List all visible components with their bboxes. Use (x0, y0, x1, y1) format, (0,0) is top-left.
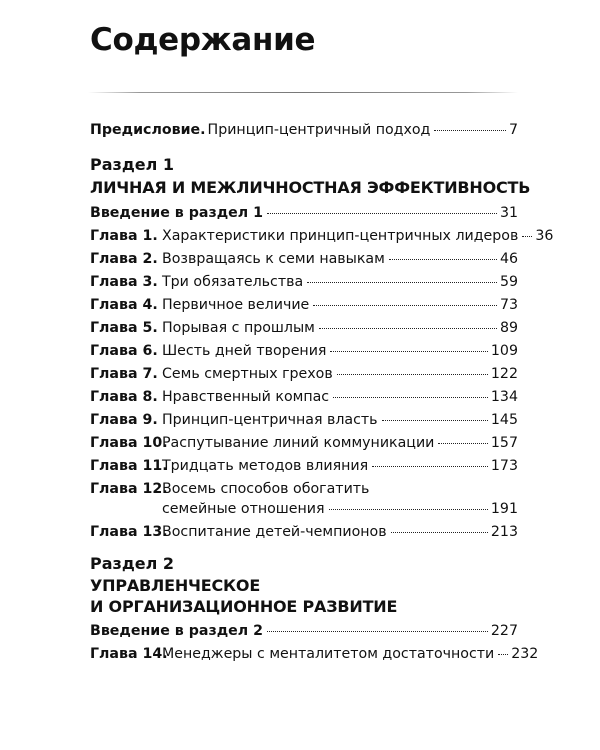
toc-page-number: 46 (499, 251, 518, 267)
toc-entry-chapter-13[interactable] (90, 523, 518, 541)
dot-leader (391, 532, 488, 533)
toc-page-number: 7 (508, 122, 518, 138)
dot-leader (382, 420, 488, 421)
toc-chapter-title: Воспитание детей-чемпионов (162, 524, 387, 540)
toc-chapter-title-cont: семейные отношения (162, 501, 325, 517)
dot-leader (389, 259, 497, 260)
toc-page-number: 73 (499, 297, 518, 313)
dot-leader (522, 236, 532, 237)
toc-chapter-title: Распутывание линий коммуникации (162, 435, 435, 451)
toc-page-number: 122 (490, 366, 518, 382)
toc-entry-chapter-3[interactable] (90, 273, 518, 291)
toc-chapter-label: Глава 14. (90, 646, 168, 662)
title-divider (88, 92, 518, 93)
dot-leader (307, 282, 497, 283)
toc-entry-chapter-5[interactable] (90, 319, 518, 337)
toc-page-number: 36 (535, 228, 554, 244)
toc-page-number: 89 (499, 320, 518, 336)
toc-chapter-label: Глава 2. (90, 251, 158, 267)
toc-chapter-label: Глава 7. (90, 366, 158, 382)
toc-entry-chapter-12-cont[interactable] (90, 500, 518, 518)
toc-page-number: 157 (490, 435, 518, 451)
toc-entry-chapter-14[interactable] (90, 645, 539, 663)
dot-leader (267, 213, 497, 214)
toc-chapter-label: Глава 6. (90, 343, 158, 359)
toc-page-number: 173 (490, 458, 518, 474)
toc-preface-text: Принцип-центричный подход (207, 122, 431, 138)
toc-chapter-label: Глава 3. (90, 274, 158, 290)
toc-chapter-label: Глава 12. (90, 481, 168, 497)
page-title: Содержание (90, 22, 316, 58)
toc-entry-chapter-7[interactable] (90, 365, 518, 383)
toc-chapter-title: Первичное величие (162, 297, 310, 313)
toc-chapter-label: Глава 13. (90, 524, 168, 540)
toc-entry-chapter-6[interactable] (90, 342, 518, 360)
toc-chapter-title: Принцип-центричная власть (162, 412, 378, 428)
dot-leader (319, 328, 497, 329)
toc-page-number: 213 (490, 524, 518, 540)
toc-intro-label: Введение в раздел 2 (90, 623, 263, 639)
toc-page-number: 134 (490, 389, 518, 405)
toc-entry-chapter-2[interactable] (90, 250, 518, 268)
toc-entry-chapter-8[interactable] (90, 388, 518, 406)
section-1-heading: Раздел 1 (90, 155, 175, 174)
toc-chapter-title: Семь смертных грехов (162, 366, 333, 382)
dot-leader (330, 351, 487, 352)
toc-chapter-title: Три обязательства (162, 274, 304, 290)
section-2-heading: Раздел 2 (90, 554, 175, 573)
toc-entry-chapter-12[interactable] (90, 480, 518, 498)
toc-preface-label: Предисловие. (90, 122, 206, 138)
section-1-title: ЛИЧНАЯ И МЕЖЛИЧНОСТНАЯ ЭФФЕКТИВНОСТЬ (90, 178, 531, 197)
toc-chapter-label: Глава 1. (90, 228, 158, 244)
dot-leader (313, 305, 497, 306)
section-2-title-line1: УПРАВЛЕНЧЕСКОЕ (90, 576, 261, 595)
toc-entry-intro-2[interactable] (90, 622, 518, 640)
toc-entry-chapter-4[interactable] (90, 296, 518, 314)
toc-chapter-label: Глава 4. (90, 297, 158, 313)
dot-leader (329, 509, 488, 510)
dot-leader (337, 374, 488, 375)
toc-intro-label: Введение в раздел 1 (90, 205, 263, 221)
toc-chapter-label: Глава 5. (90, 320, 158, 336)
toc-chapter-title: Восемь способов обогатить (162, 481, 370, 497)
dot-leader (438, 443, 488, 444)
toc-chapter-label: Глава 10. (90, 435, 168, 451)
toc-page-number: 59 (499, 274, 518, 290)
toc-entry-chapter-1[interactable] (90, 227, 554, 245)
toc-chapter-label: Глава 9. (90, 412, 158, 428)
dot-leader (333, 397, 488, 398)
toc-chapter-title: Возвращаясь к семи навыкам (162, 251, 385, 267)
toc-page-number: 31 (499, 205, 518, 221)
toc-entry-intro-1[interactable] (90, 204, 518, 222)
toc-entry-chapter-10[interactable] (90, 434, 518, 452)
toc-page-number: 145 (490, 412, 518, 428)
toc-entry-chapter-9[interactable] (90, 411, 518, 429)
dot-leader (372, 466, 488, 467)
dot-leader (498, 654, 508, 655)
dot-leader (267, 631, 488, 632)
toc-chapter-title: Нравственный компас (162, 389, 330, 405)
toc-chapter-title: Характеристики принцип-центричных лидеров (162, 228, 519, 244)
toc-page-number: 227 (490, 623, 518, 639)
section-2-title-line2: И ОРГАНИЗАЦИОННОЕ РАЗВИТИЕ (90, 597, 398, 616)
toc-page-number: 109 (490, 343, 518, 359)
toc-chapter-label: Глава 8. (90, 389, 158, 405)
toc-chapter-title: Порывая с прошлым (162, 320, 315, 336)
toc-entry-chapter-11[interactable] (90, 457, 518, 475)
toc-entry-preface[interactable] (90, 121, 518, 139)
toc-chapter-title: Менеджеры с менталитетом достаточности (162, 646, 495, 662)
dot-leader (434, 130, 506, 131)
toc-page-number: 191 (490, 501, 518, 517)
toc-chapter-title: Тридцать методов влияния (162, 458, 369, 474)
toc-chapter-title: Шесть дней творения (162, 343, 327, 359)
toc-page-number: 232 (511, 646, 539, 662)
toc-chapter-label: Глава 11. (90, 458, 168, 474)
